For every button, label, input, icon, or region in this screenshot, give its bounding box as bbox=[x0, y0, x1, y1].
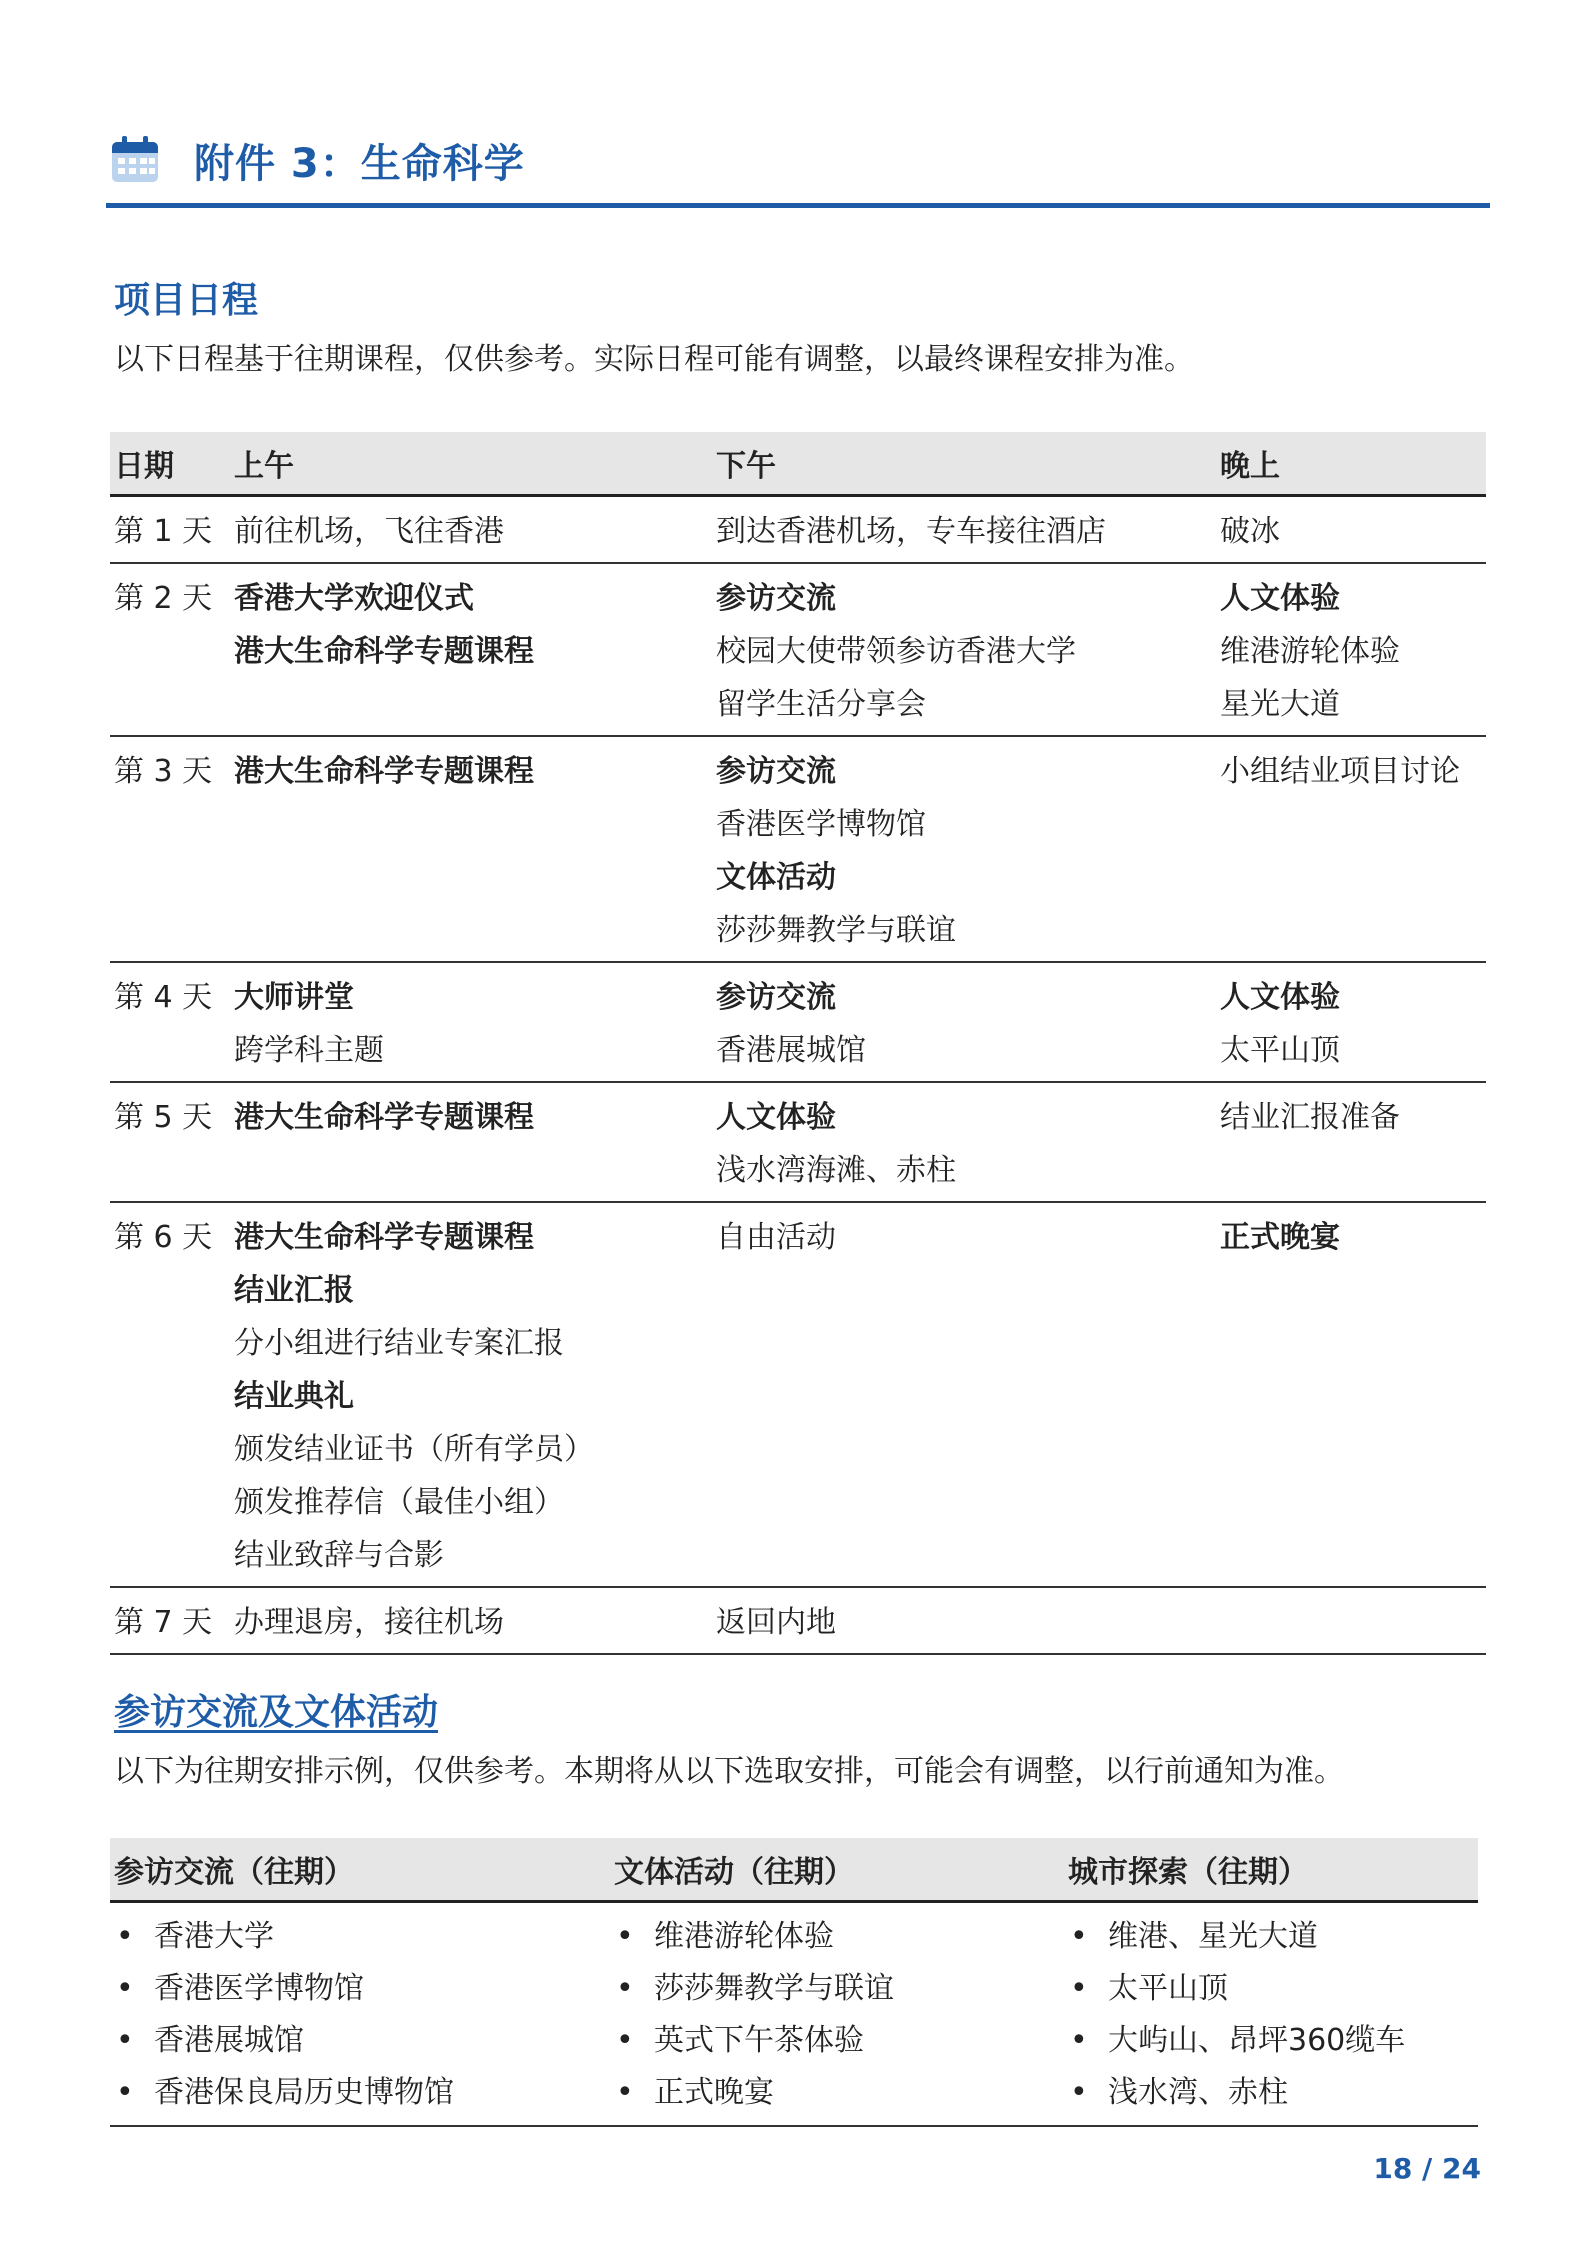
schedule-morning-item: 结业典礼 bbox=[234, 1379, 354, 1414]
schedule-day: 第 2 天 bbox=[114, 581, 213, 616]
schedule-morning-cell bbox=[230, 736, 712, 962]
col-header-afternoon: 下午 bbox=[712, 432, 1216, 496]
schedule-morning-item: 颁发推荐信（最佳小组） bbox=[234, 1485, 564, 1520]
schedule-evening-cell bbox=[1216, 563, 1486, 736]
schedule-afternoon-item: 留学生活分享会 bbox=[716, 687, 926, 722]
schedule-morning-item: 前往机场，飞往香港 bbox=[234, 514, 504, 549]
schedule-afternoon-item: 校园大使带领参访香港大学 bbox=[716, 634, 1076, 669]
schedule-body bbox=[110, 496, 1486, 1655]
schedule-morning-cell bbox=[230, 1202, 712, 1587]
schedule-afternoon-item: 文体活动 bbox=[716, 860, 836, 895]
schedule-day: 第 3 天 bbox=[114, 754, 213, 789]
schedule-afternoon-cell bbox=[712, 1202, 1216, 1587]
activities-row bbox=[110, 1902, 1478, 2127]
schedule-evening-cell bbox=[1216, 1587, 1486, 1654]
schedule-afternoon-item: 莎莎舞教学与联谊 bbox=[716, 913, 956, 948]
page-number: 18 / 24 bbox=[1373, 2152, 1481, 2185]
schedule-day: 第 5 天 bbox=[114, 1100, 213, 1135]
activities-title[interactable]: 参访交流及文体活动 bbox=[114, 1692, 439, 1733]
visits-list-cell bbox=[110, 1902, 610, 2127]
schedule-morning-cell bbox=[230, 962, 712, 1082]
schedule-afternoon-cell bbox=[712, 1587, 1216, 1654]
list-item: • 维港、星光大道 bbox=[1068, 1911, 1474, 1963]
schedule-title: 项目日程 bbox=[114, 280, 259, 321]
schedule-evening-item: 结业汇报准备 bbox=[1220, 1100, 1400, 1135]
schedule-row bbox=[110, 1082, 1486, 1202]
schedule-day-cell bbox=[110, 1082, 230, 1202]
activities-table bbox=[110, 1838, 1478, 2127]
schedule-evening-cell bbox=[1216, 496, 1486, 564]
culture-list bbox=[614, 1911, 1060, 2119]
list-item: • 浅水湾、赤柱 bbox=[1068, 2067, 1474, 2119]
schedule-evening-item: 人文体验 bbox=[1220, 980, 1340, 1015]
schedule-afternoon-cell bbox=[712, 1082, 1216, 1202]
schedule-morning-item: 结业致辞与合影 bbox=[234, 1538, 444, 1573]
schedule-row bbox=[110, 1587, 1486, 1654]
schedule-morning-item: 办理退房，接往机场 bbox=[234, 1605, 504, 1640]
schedule-evening-item: 维港游轮体验 bbox=[1220, 634, 1400, 669]
schedule-morning-item: 结业汇报 bbox=[234, 1273, 354, 1308]
schedule-evening-item: 正式晚宴 bbox=[1220, 1220, 1340, 1255]
schedule-afternoon-item: 参访交流 bbox=[716, 980, 836, 1015]
schedule-afternoon-cell bbox=[712, 736, 1216, 962]
col-header-date: 日期 bbox=[110, 432, 230, 496]
schedule-evening-item: 太平山顶 bbox=[1220, 1033, 1340, 1068]
list-item: • 香港大学 bbox=[114, 1911, 606, 1963]
schedule-afternoon-cell bbox=[712, 496, 1216, 564]
schedule-day-cell bbox=[110, 563, 230, 736]
col-header-morning: 上午 bbox=[230, 432, 712, 496]
schedule-table bbox=[110, 432, 1486, 1655]
schedule-day-cell bbox=[110, 736, 230, 962]
schedule-afternoon-item: 参访交流 bbox=[716, 754, 836, 789]
schedule-day-cell bbox=[110, 1202, 230, 1587]
schedule-morning-cell bbox=[230, 1082, 712, 1202]
schedule-afternoon-item: 浅水湾海滩、赤柱 bbox=[716, 1153, 956, 1188]
schedule-morning-item: 分小组进行结业专案汇报 bbox=[234, 1326, 564, 1361]
schedule-morning-item: 大师讲堂 bbox=[234, 980, 354, 1015]
page-title: 附件 3：生命科学 bbox=[194, 141, 525, 187]
schedule-intro: 以下日程基于往期课程，仅供参考。实际日程可能有调整，以最终课程安排为准。 bbox=[114, 342, 1194, 377]
calendar-icon bbox=[110, 134, 160, 184]
list-item: • 太平山顶 bbox=[1068, 1963, 1474, 2015]
schedule-day: 第 1 天 bbox=[114, 514, 213, 549]
schedule-row bbox=[110, 563, 1486, 736]
schedule-morning-item: 跨学科主题 bbox=[234, 1033, 384, 1068]
schedule-day-cell bbox=[110, 962, 230, 1082]
activities-header-row bbox=[110, 1838, 1478, 1902]
schedule-morning-cell bbox=[230, 563, 712, 736]
schedule-afternoon-item: 自由活动 bbox=[716, 1220, 836, 1255]
list-item: • 香港展城馆 bbox=[114, 2015, 606, 2067]
schedule-day-cell bbox=[110, 496, 230, 564]
visits-list bbox=[114, 1911, 606, 2119]
list-item: • 莎莎舞教学与联谊 bbox=[614, 1963, 1060, 2015]
activities-body bbox=[110, 1902, 1478, 2127]
schedule-evening-cell bbox=[1216, 1202, 1486, 1587]
schedule-evening-item: 小组结业项目讨论 bbox=[1220, 754, 1460, 789]
schedule-afternoon-item: 返回内地 bbox=[716, 1605, 836, 1640]
schedule-row bbox=[110, 736, 1486, 962]
schedule-morning-item: 港大生命科学专题课程 bbox=[234, 1100, 534, 1135]
list-item: • 香港医学博物馆 bbox=[114, 1963, 606, 2015]
list-item: • 维港游轮体验 bbox=[614, 1911, 1060, 1963]
schedule-header-row bbox=[110, 432, 1486, 496]
schedule-afternoon-item: 参访交流 bbox=[716, 581, 836, 616]
schedule-day: 第 4 天 bbox=[114, 980, 213, 1015]
list-item: • 正式晚宴 bbox=[614, 2067, 1060, 2119]
schedule-morning-item: 港大生命科学专题课程 bbox=[234, 754, 534, 789]
schedule-afternoon-cell bbox=[712, 962, 1216, 1082]
col-header-culture: 文体活动（往期） bbox=[610, 1838, 1064, 1902]
schedule-row bbox=[110, 496, 1486, 564]
city-list bbox=[1068, 1911, 1474, 2119]
schedule-afternoon-cell bbox=[712, 563, 1216, 736]
schedule-afternoon-item: 香港医学博物馆 bbox=[716, 807, 926, 842]
schedule-morning-item: 港大生命科学专题课程 bbox=[234, 1220, 534, 1255]
schedule-morning-cell bbox=[230, 496, 712, 564]
schedule-evening-cell bbox=[1216, 736, 1486, 962]
city-list-cell bbox=[1064, 1902, 1478, 2127]
schedule-row bbox=[110, 1202, 1486, 1587]
schedule-day-cell bbox=[110, 1587, 230, 1654]
schedule-day: 第 7 天 bbox=[114, 1605, 213, 1640]
col-header-visits: 参访交流（往期） bbox=[110, 1838, 610, 1902]
schedule-evening-cell bbox=[1216, 962, 1486, 1082]
header-divider bbox=[106, 203, 1490, 208]
list-item: • 大屿山、昂坪360缆车 bbox=[1068, 2015, 1474, 2067]
col-header-city: 城市探索（往期） bbox=[1064, 1838, 1478, 1902]
list-item: • 英式下午茶体验 bbox=[614, 2015, 1060, 2067]
culture-list-cell bbox=[610, 1902, 1064, 2127]
schedule-day: 第 6 天 bbox=[114, 1220, 213, 1255]
page-header bbox=[110, 128, 1490, 206]
schedule-afternoon-item: 香港展城馆 bbox=[716, 1033, 866, 1068]
schedule-morning-item: 香港大学欢迎仪式 bbox=[234, 581, 474, 616]
schedule-evening-item: 星光大道 bbox=[1220, 687, 1340, 722]
list-item: • 香港保良局历史博物馆 bbox=[114, 2067, 606, 2119]
schedule-afternoon-item: 到达香港机场，专车接往酒店 bbox=[716, 514, 1106, 549]
col-header-evening: 晚上 bbox=[1216, 432, 1486, 496]
schedule-morning-item: 颁发结业证书（所有学员） bbox=[234, 1432, 594, 1467]
schedule-morning-item: 港大生命科学专题课程 bbox=[234, 634, 534, 669]
schedule-afternoon-item: 人文体验 bbox=[716, 1100, 836, 1135]
schedule-row bbox=[110, 962, 1486, 1082]
schedule-morning-cell bbox=[230, 1587, 712, 1654]
schedule-evening-item: 破冰 bbox=[1220, 514, 1280, 549]
schedule-evening-item: 人文体验 bbox=[1220, 581, 1340, 616]
schedule-evening-cell bbox=[1216, 1082, 1486, 1202]
activities-intro: 以下为往期安排示例，仅供参考。本期将从以下选取安排，可能会有调整，以行前通知为准。 bbox=[114, 1754, 1344, 1789]
